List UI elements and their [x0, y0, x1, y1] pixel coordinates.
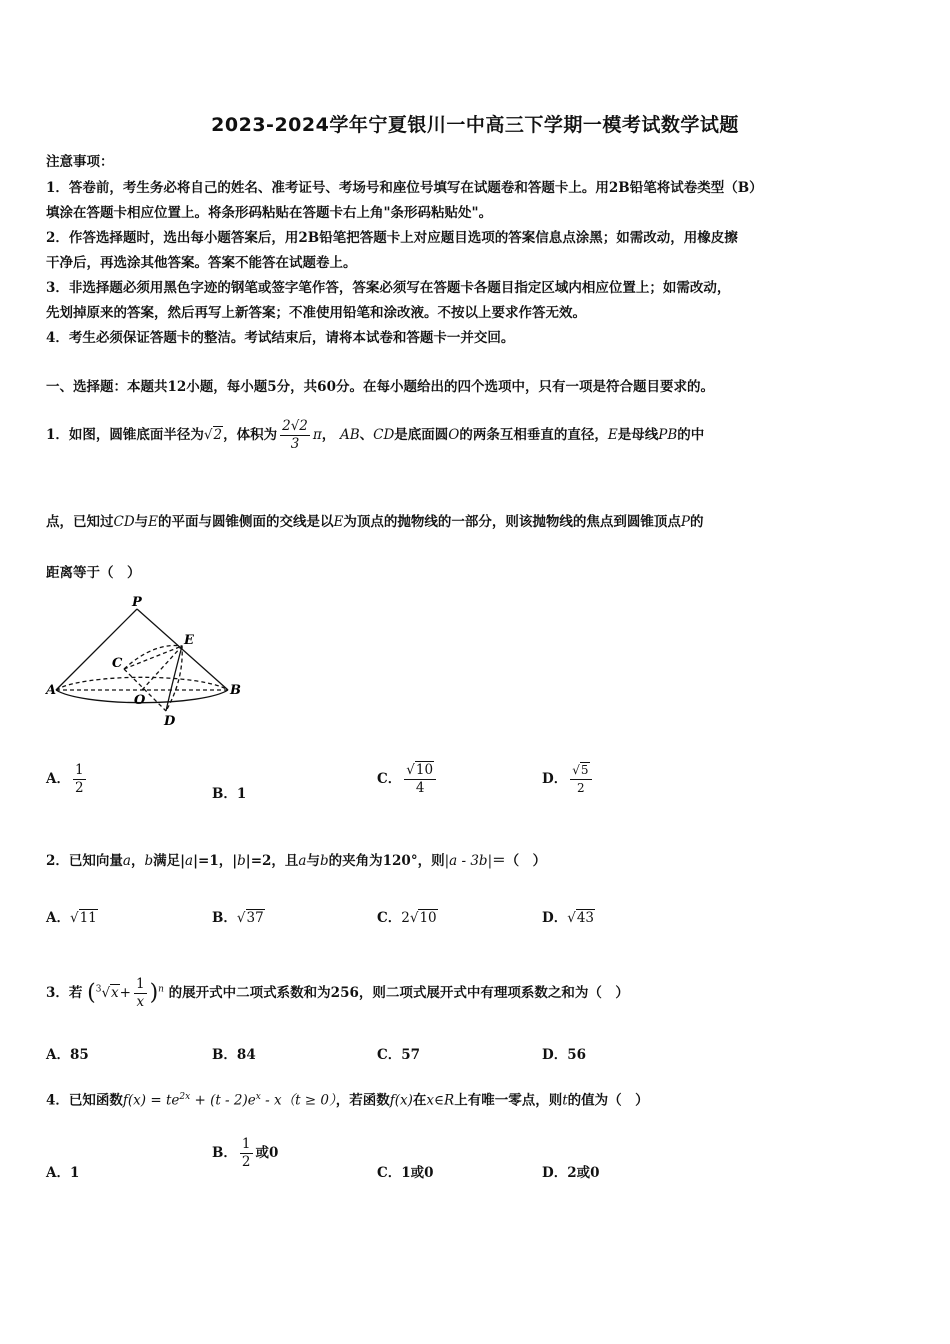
q2-option-c[interactable]: C．2√10: [377, 910, 437, 926]
q4-option-a[interactable]: A．1: [46, 1165, 80, 1181]
question-1-line-1: 1．如图，圆锥底面半径为√2，体积为 $\frac{2√2}{3}$ π， AB、CD是底面圆O的两条互相垂直的直径，E是母线PB的中: [46, 418, 705, 452]
q2-option-d[interactable]: D．√43: [542, 910, 595, 926]
notice-line-4: 干净后，再选涂其他答案。答案不能答在试题卷上。: [46, 255, 357, 271]
q1-option-c[interactable]: C． $\frac{√10}{4}$: [377, 762, 439, 797]
label-P: P: [132, 595, 142, 610]
generatrix-pb: [137, 609, 228, 690]
q1-option-a[interactable]: A． $\frac{1}{2}$: [46, 762, 84, 796]
notice-line-7: 4．考生必须保证答题卡的整洁。考试结束后，请将本试卷和答题卡一并交回。: [46, 330, 515, 346]
label-A: A: [46, 683, 57, 698]
label-O: O: [134, 693, 146, 708]
q1-option-d[interactable]: D． $\frac{√5}{2}$: [542, 762, 595, 797]
notice-heading: 注意事项：: [46, 154, 114, 170]
q1-volume: $\frac{2√2}{3}$: [282, 418, 308, 452]
page-title: 2023-2024学年宁夏银川一中高三下学期一模考试数学试题: [211, 114, 739, 136]
q1-option-b[interactable]: B．1: [212, 786, 247, 802]
q4-option-c[interactable]: C．1或0: [377, 1165, 434, 1181]
notice-line-1: 1．答卷前，考生务必将自己的姓名、准考证号、考场号和座位号填写在试题卷和答题卡上。用2B铅笔将试卷类型（B）: [46, 180, 763, 196]
notice-line-6: 先划掉原来的答案，然后再写上新答案；不准使用铅笔和涂改液。不按以上要求作答无效。: [46, 305, 586, 321]
notice-line-5: 3．非选择题必须用黑色字迹的钢笔或签字笔作答，答案必须写在答题卡各题目指定区域内相应位置上；如需改动，: [46, 280, 731, 296]
label-E: E: [184, 633, 194, 648]
question-2: 2．已知向量a，b满足|a|=1，|b|=2，且a与b的夹角为120°，则|a - 3b|＝（ ）: [46, 853, 547, 869]
q3-option-a[interactable]: A．85: [46, 1047, 89, 1063]
question-4: 4．已知函数$f(x) = te^{2x} + (t - 2)e^x - x(t \ge 0)$，若函数f(x)在x∈R上有唯一零点，则t的值为（ ）: [46, 1092, 649, 1109]
q3-option-d[interactable]: D．56: [542, 1047, 587, 1063]
section-heading: 一、选择题：本题共12小题，每小题5分，共60分。在每小题给出的四个选项中，只有一项是符合题目要求的。: [46, 379, 714, 395]
q2-option-b[interactable]: B．√37: [212, 910, 264, 926]
label-C: C: [112, 656, 123, 671]
question-1-line-2: 点，已知过CD与E的平面与圆锥侧面的交线是以E为顶点的抛物线的一部分，则该抛物线的焦点到圆锥顶点P的: [46, 514, 704, 530]
label-B: B: [230, 683, 241, 698]
q4-option-b[interactable]: B． $\frac{1}{2}$ 或0: [212, 1136, 279, 1170]
question-3: 3．若 ($^3$√x+ $\frac{1}{x}$ )$^n$ 的展开式中二项式系数和为256，则二项式展开式中有理项系数之和为（ ）: [46, 976, 629, 1010]
q2-option-a[interactable]: A．√11: [46, 910, 97, 926]
q4-option-d[interactable]: D．2或0: [542, 1165, 600, 1181]
cone-figure: [44, 594, 244, 734]
notice-line-3: 2．作答选择题时，选出每小题答案后，用2B铅笔把答题卡上对应题目选项的答案信息点涂黑；如需改动，用橡皮擦: [46, 230, 738, 246]
q3-option-c[interactable]: C．57: [377, 1047, 421, 1063]
notice-line-2: 填涂在答题卡相应位置上。将条形码粘贴在答题卡右上角"条形码粘贴处"。: [46, 205, 493, 221]
label-D: D: [164, 714, 176, 729]
segment-ce: [124, 646, 182, 669]
q1-text: 1．如图，圆锥底面半径为: [46, 427, 204, 443]
q1-radius: √2: [203, 427, 223, 443]
q3-option-b[interactable]: B．84: [212, 1047, 256, 1063]
cone-base-back: [56, 677, 228, 690]
question-1-line-3: 距离等于（ ）: [46, 565, 141, 581]
